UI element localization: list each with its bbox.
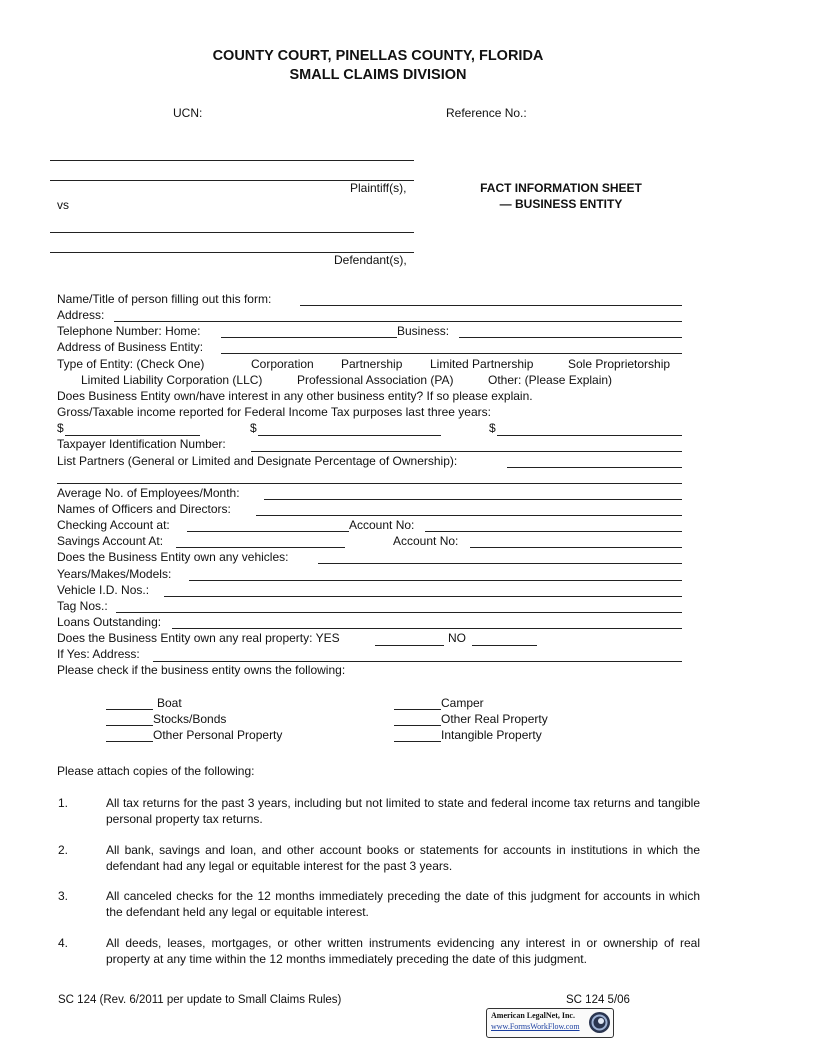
checking-account-no-label: Account No: <box>349 518 415 532</box>
address-label: Address: <box>57 308 105 322</box>
real-property-no-field[interactable] <box>472 645 537 646</box>
business-phone-field[interactable] <box>459 337 682 338</box>
please-check-label: Please check if the business entity owns the following: <box>57 663 346 677</box>
logo-company: American LegalNet, Inc. <box>491 1011 575 1020</box>
officers-field[interactable] <box>256 515 682 516</box>
ucn-label: UCN: <box>173 106 203 120</box>
avg-employees-label: Average No. of Employees/Month: <box>57 486 240 500</box>
avg-employees-field[interactable] <box>264 499 682 500</box>
list-partners-field[interactable] <box>507 467 682 468</box>
real-property-no-label: NO <box>448 631 466 645</box>
option-partnership[interactable]: Partnership <box>341 357 403 371</box>
boat-label: Boat <box>157 696 182 710</box>
savings-account-no-field[interactable] <box>470 547 682 548</box>
business-address-label: Address of Business Entity: <box>57 340 204 354</box>
attach-item-4: All deeds, leases, mortgages, or other written instruments evidencing any interest in or ownership of real property at any time within the 12 months immediately preceding the date of this judgment. <box>106 936 700 966</box>
officers-label: Names of Officers and Directors: <box>57 502 231 516</box>
other-real-label: Other Real Property <box>441 712 548 726</box>
option-llc[interactable]: Limited Liability Corporation (LLC) <box>81 373 263 387</box>
attach-num-1: 1. <box>58 796 69 810</box>
option-limited-partnership[interactable]: Limited Partnership <box>430 357 534 371</box>
checking-label: Checking Account at: <box>57 518 170 532</box>
list-partners-label: List Partners (General or Limited and Designate Percentage of Ownership): <box>57 454 458 468</box>
telephone-home-label: Telephone Number: Home: <box>57 324 201 338</box>
camper-check-line[interactable] <box>394 709 441 710</box>
taxpayer-id-field[interactable] <box>251 451 682 452</box>
form-code: SC 124 5/06 <box>566 994 630 1006</box>
savings-account-no-label: Account No: <box>393 534 459 548</box>
intangible-check-line[interactable] <box>394 741 441 742</box>
income-year-3-field[interactable] <box>497 435 682 436</box>
logo-url: www.FormsWorkFlow.com <box>491 1022 580 1031</box>
option-corporation[interactable]: Corporation <box>251 357 314 371</box>
other-personal-check-line[interactable] <box>106 741 153 742</box>
checking-account-no-field[interactable] <box>425 531 682 532</box>
tag-nos-label: Tag Nos.: <box>57 599 108 613</box>
court-title: COUNTY COURT, PINELLAS COUNTY, FLORIDA <box>212 48 544 64</box>
name-title-field[interactable] <box>300 305 682 306</box>
defendant-label: Defendant(s), <box>334 253 407 267</box>
american-legalnet-logo[interactable] <box>486 1008 614 1038</box>
address-field[interactable] <box>114 321 682 322</box>
telephone-home-field[interactable] <box>221 337 397 338</box>
camper-label: Camper <box>441 696 484 710</box>
years-makes-label: Years/Makes/Models: <box>57 567 172 581</box>
own-vehicles-label: Does the Business Entity own any vehicles: <box>57 550 289 564</box>
business-address-field[interactable] <box>221 353 682 354</box>
division-title: SMALL CLAIMS DIVISION <box>289 67 467 83</box>
defendant-line-1[interactable] <box>50 232 414 233</box>
income-year-2-field[interactable] <box>258 435 441 436</box>
stocks-check-line[interactable] <box>106 725 153 726</box>
other-real-check-line[interactable] <box>394 725 441 726</box>
globe-icon <box>588 1011 611 1034</box>
if-yes-address-label: If Yes: Address: <box>57 647 140 661</box>
boat-check-line[interactable] <box>106 709 153 710</box>
option-pa[interactable]: Professional Association (PA) <box>297 373 454 387</box>
sheet-title-1: FACT INFORMATION SHEET <box>480 181 642 195</box>
real-property-yes-field[interactable] <box>375 645 444 646</box>
savings-label: Savings Account At: <box>57 534 164 548</box>
if-yes-address-field[interactable] <box>153 661 682 662</box>
business-phone-label: Business: <box>397 324 450 338</box>
list-partners-field-2[interactable] <box>57 483 682 484</box>
form-revision: SC 124 (Rev. 6/2011 per update to Small Claims Rules) <box>58 994 342 1006</box>
stocks-label: Stocks/Bonds <box>153 712 227 726</box>
name-title-label: Name/Title of person filling out this form: <box>57 292 272 306</box>
option-sole-proprietorship[interactable]: Sole Proprietorship <box>568 357 671 371</box>
savings-field[interactable] <box>176 547 345 548</box>
other-personal-label: Other Personal Property <box>153 728 283 742</box>
gross-income-label: Gross/Taxable income reported for Federal Income Tax purposes last three years: <box>57 405 491 419</box>
vehicle-id-label: Vehicle I.D. Nos.: <box>57 583 150 597</box>
loans-field[interactable] <box>172 628 682 629</box>
dollar-sign-3: $ <box>489 421 496 435</box>
dollar-sign-1: $ <box>57 421 64 435</box>
tag-nos-field[interactable] <box>116 612 682 613</box>
checking-field[interactable] <box>187 531 349 532</box>
attach-num-3: 3. <box>58 889 69 903</box>
attach-item-2: All bank, savings and loan, and other account books or statements for accounts in institutions in which the defendant had any legal or equitable interest for the past 3 years. <box>106 843 700 873</box>
attach-num-2: 2. <box>58 843 69 857</box>
own-interest-question: Does Business Entity own/have interest in any other business entity? If so please explain. <box>57 389 533 403</box>
loans-label: Loans Outstanding: <box>57 615 162 629</box>
taxpayer-id-label: Taxpayer Identification Number: <box>57 437 226 451</box>
income-year-1-field[interactable] <box>65 435 200 436</box>
dollar-sign-2: $ <box>250 421 257 435</box>
plaintiff-line-1[interactable] <box>50 160 414 161</box>
entity-type-label: Type of Entity: (Check One) <box>57 357 205 371</box>
attach-item-3: All canceled checks for the 12 months immediately preceding the date of this judgment for accounts in which the defendant held any legal or equitable interest. <box>106 889 700 919</box>
sheet-title-2: — BUSINESS ENTITY <box>499 197 623 211</box>
attach-intro: Please attach copies of the following: <box>57 764 255 778</box>
vs-label: vs <box>57 198 69 212</box>
intangible-label: Intangible Property <box>441 728 542 742</box>
option-other[interactable]: Other: (Please Explain) <box>488 373 613 387</box>
own-vehicles-field[interactable] <box>318 563 682 564</box>
plaintiff-label: Plaintiff(s), <box>350 181 407 195</box>
reference-label: Reference No.: <box>446 106 527 120</box>
vehicle-id-field[interactable] <box>164 596 682 597</box>
years-makes-field[interactable] <box>189 580 682 581</box>
attach-num-4: 4. <box>58 936 69 950</box>
real-property-question: Does the Business Entity own any real property: YES <box>57 631 340 645</box>
attach-item-1: All tax returns for the past 3 years, including but not limited to state and federal income tax returns and tangible personal property tax returns. <box>106 796 700 826</box>
